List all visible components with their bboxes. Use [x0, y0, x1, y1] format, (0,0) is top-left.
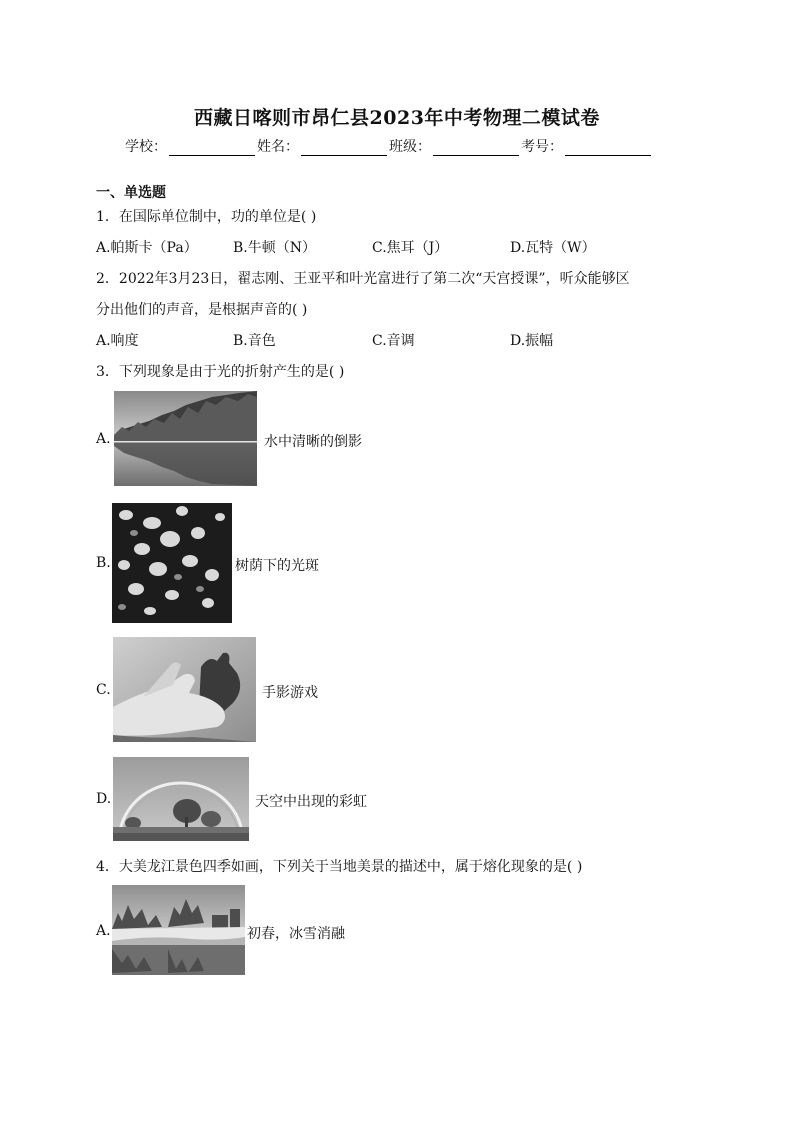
q3-option-a-letter: A.: [96, 431, 111, 447]
number-label: 考号：: [521, 139, 563, 155]
number-blank: [565, 141, 651, 156]
light-spots-photo: [112, 503, 232, 623]
name-label: 姓名：: [257, 139, 299, 155]
q4-option-a-caption: 初春，冰雪消融: [247, 926, 345, 942]
q3-option-c-caption: 手影游戏: [262, 685, 318, 701]
q2-stem-line1: 2．2022年3月23日，翟志刚、王亚平和叶光富进行了第二次“天宫授课”，听众能够区: [96, 271, 630, 287]
q1-stem: 1．在国际单位制中，功的单位是( ): [96, 209, 317, 225]
lake-reflection-photo: [114, 391, 257, 486]
q2-option-b: B.音色: [233, 333, 276, 349]
page-title: 西藏日喀则市昂仁县2023年中考物理二模试卷: [194, 107, 600, 129]
q3-option-d-letter: D.: [96, 791, 112, 807]
school-blank: [169, 141, 255, 156]
student-info-line: [125, 136, 653, 156]
section-heading: 一、单选题: [96, 185, 166, 201]
q2-option-a: A.响度: [96, 333, 139, 349]
name-blank: [301, 141, 387, 156]
hand-shadow-photo: [113, 637, 256, 742]
q2-option-d: D.振幅: [510, 333, 554, 349]
melting-snow-photo: [112, 885, 245, 975]
q2-stem-line2: 分出他们的声音，是根据声音的( ): [96, 302, 308, 318]
school-label: 学校：: [125, 139, 167, 155]
q2-option-c: C.音调: [372, 333, 415, 349]
q1-option-d: D.瓦特（W）: [510, 240, 596, 256]
q4-stem: 4．大美龙江景色四季如画，下列关于当地美景的描述中，属于熔化现象的是( ): [96, 859, 583, 875]
q3-option-b-letter: B.: [96, 555, 111, 571]
q1-option-b: B.牛顿（N）: [233, 240, 316, 256]
q3-stem: 3．下列现象是由于光的折射产生的是( ): [96, 364, 345, 380]
class-blank: [433, 141, 519, 156]
class-label: 班级：: [389, 139, 431, 155]
q3-option-b-caption: 树荫下的光斑: [235, 558, 319, 574]
q1-option-a: A.帕斯卡（Pa）: [96, 240, 198, 256]
q4-option-a-letter: A.: [96, 923, 111, 939]
q3-option-c-letter: C.: [96, 682, 111, 698]
q3-option-d-caption: 天空中出现的彩虹: [255, 794, 367, 810]
q3-option-a-caption: 水中清晰的倒影: [264, 434, 362, 450]
rainbow-photo: [113, 757, 249, 841]
q1-option-c: C.焦耳（J）: [372, 240, 449, 256]
